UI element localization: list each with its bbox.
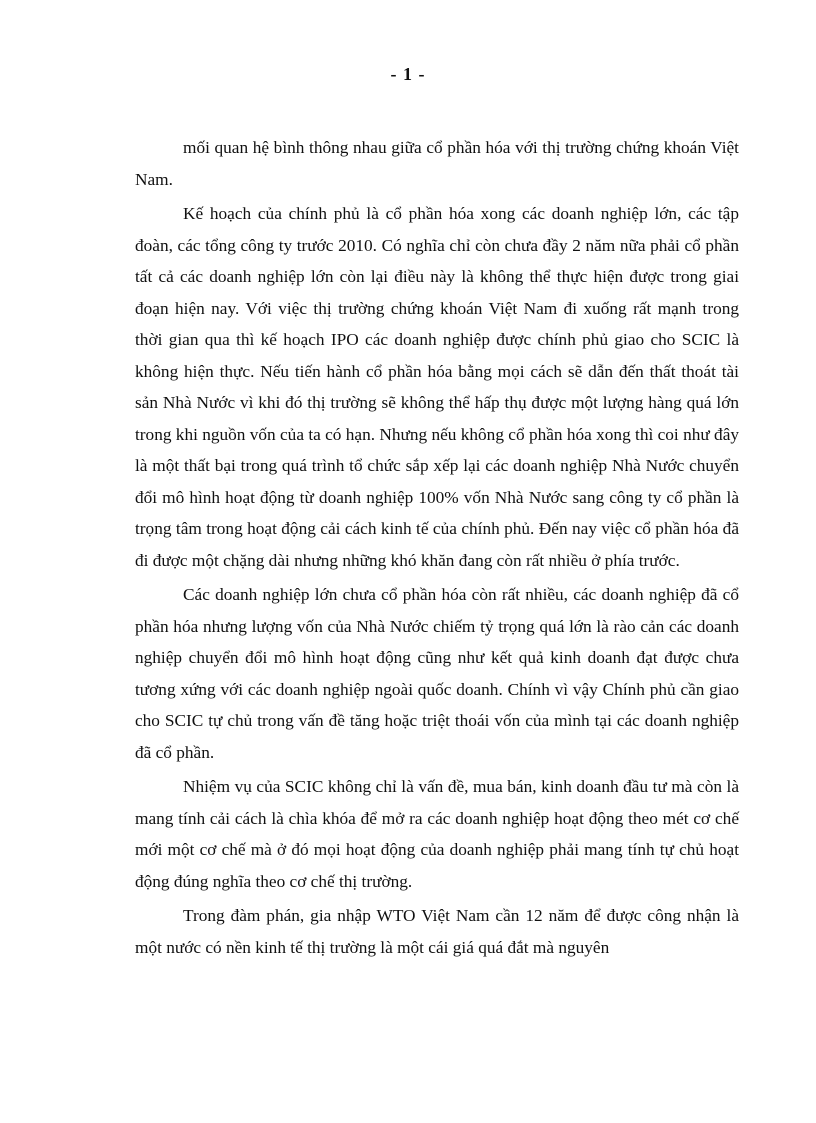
paragraph-4: Nhiệm vụ của SCIC không chỉ là vấn đề, mua bán, kinh doanh đầu tư mà còn là mang tính cải cách là chìa khóa để mở ra các doanh nghiệp hoạt động theo mét cơ chế mới một cơ chế mà ở đó mọi hoạt động của doanh nghiệp phải mang tính tự chủ hoạt động đúng nghĩa theo cơ chế thị trường. xyxy=(135,777,739,891)
paragraph-3: Các doanh nghiệp lớn chưa cổ phần hóa còn rất nhiều, các doanh nghiệp đã cổ phần hóa nhưng lượng vốn của Nhà Nước chiếm tỷ trọng quá lớn là rào cản các doanh nghiệp chuyển đổi mô hình hoạt động cũng như kết quả kinh doanh đạt được chưa tương xứng với các doanh nghiệp ngoài quốc doanh. Chính vì vậy Chính phủ cần giao cho SCIC tự chủ trong vấn đề tăng hoặc triệt thoái vốn của mình tại các doanh nghiệp đã cổ phần. xyxy=(135,585,739,762)
page-number: - 1 - xyxy=(390,64,426,84)
paragraph-5: Trong đàm phán, gia nhập WTO Việt Nam cần 12 năm để được công nhận là một nước có nền kinh tế thị trường là một cái giá quá đắt mà nguyên xyxy=(135,906,739,957)
paragraph-2: Kế hoạch của chính phủ là cổ phần hóa xong các doanh nghiệp lớn, các tập đoàn, các tổng công ty trước 2010. Có nghĩa chỉ còn chưa đầy 2 năm nữa phải cổ phần tất cả các doanh nghiệp lớn còn lại điều này là không thể thực hiện được trong giai đoạn hiện nay. Với việc thị trường chứng khoán Việt Nam đi xuống rất mạnh trong thời gian qua thì kế hoạch IPO các doanh nghiệp được chính phủ giao cho SCIC là không hiện thực. Nếu tiến hành cổ phần hóa bằng mọi cách sẽ dẫn đến thất thoát tài sản Nhà Nước vì khi đó thị trường sẽ không thể hấp thụ được một lượng hàng quá lớn trong khi nguồn vốn của ta có hạn. Nhưng nếu không cổ phần hóa xong thì coi như đây là một thất bại trong quá trình tổ chức sắp xếp lại các doanh nghiệp Nhà Nước chuyển đổi mô hình hoạt động từ doanh nghiệp 100% vốn Nhà Nước sang công ty cổ phần là trọng tâm trong hoạt động cải cách kinh tế của chính phủ. Đến nay việc cổ phần hóa đã đi được một chặng dài nhưng những khó khăn đang còn rất nhiều ở phía trước. xyxy=(135,204,739,570)
body-text xyxy=(135,132,739,963)
paragraph-1: mối quan hệ bình thông nhau giữa cổ phần hóa với thị trường chứng khoán Việt Nam. xyxy=(135,138,739,189)
